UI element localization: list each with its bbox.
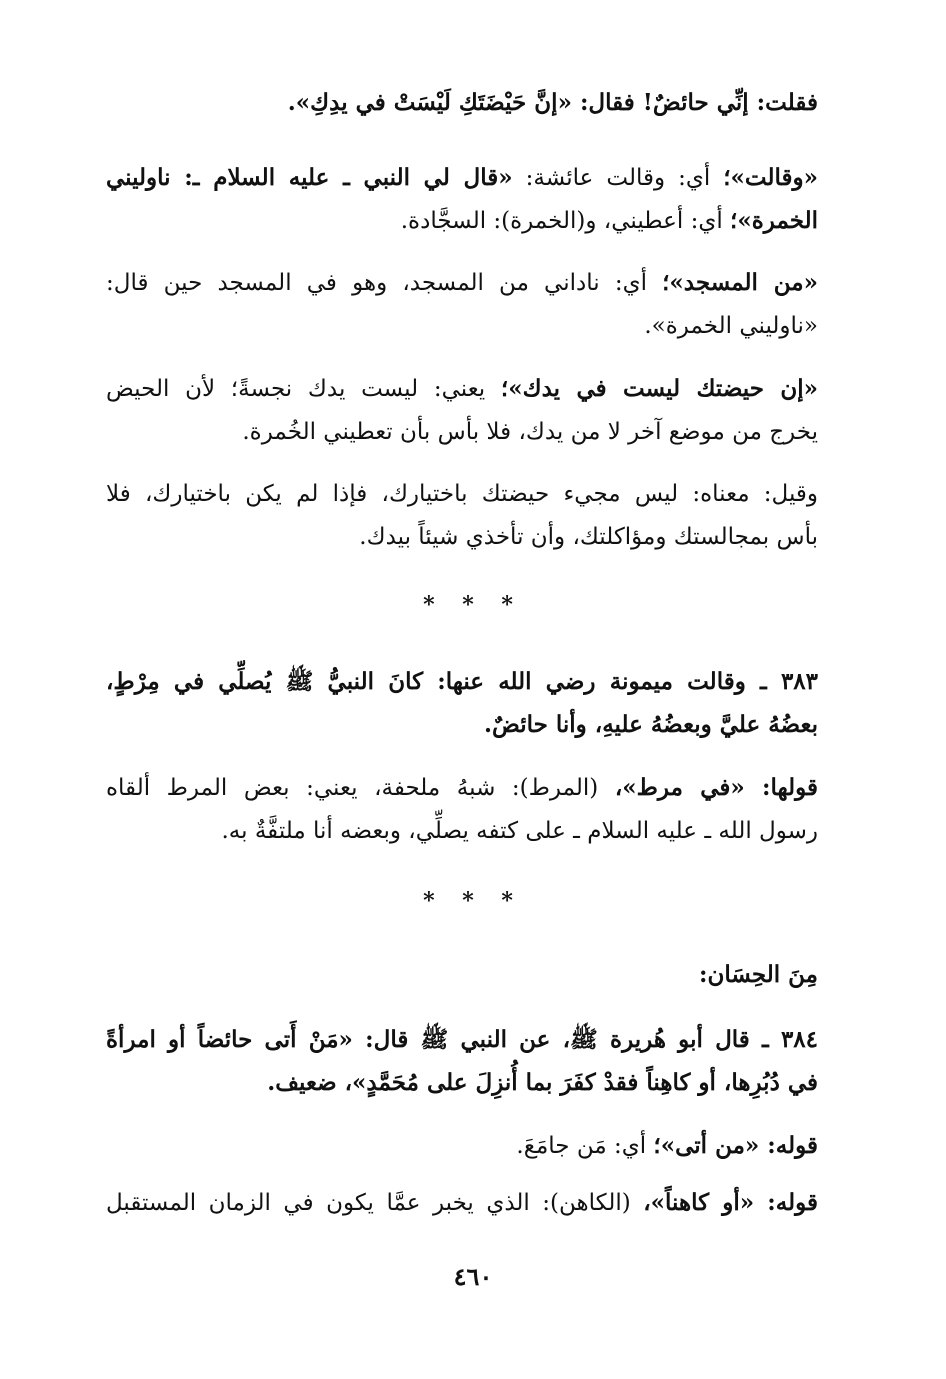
bold-text-run: في دُبُرِها، أو كاهِناً فقدْ كفَرَ بما أُنزِلَ على مُحَمَّدٍ»، ضعيف. <box>267 1069 818 1096</box>
text-line <box>106 813 818 849</box>
text-run: (الكاهن): الذي يخبر عمَّا يكون في الزمان المستقبل <box>106 1190 644 1216</box>
text-line <box>106 519 818 555</box>
text-run: أي: وقالت عائشة: <box>512 165 724 191</box>
text-line <box>106 371 818 407</box>
section-separator: * * * <box>423 888 523 914</box>
text-run: أي: مَن جامَعَ. <box>516 1133 654 1159</box>
section-separator: * * * <box>423 592 523 618</box>
text-run: وقيل: معناه: ليس مجيء حيضتك باختيارك، فإذا لم يكن باختيارك، فلا <box>106 481 818 507</box>
text-line <box>106 1185 818 1221</box>
hadith-line <box>106 1022 818 1058</box>
text-line <box>106 1128 818 1164</box>
bold-text-run: ٣٨٣ ـ وقالت ميمونة رضي الله عنها: كانَ النبيُّ ﷺ يُصلِّي في مِرْطٍ، <box>106 668 818 695</box>
text-run: «ناوليني الخمرة». <box>644 313 818 339</box>
bold-text-run: قوله: «أو كاهناً»، <box>643 1189 818 1216</box>
section-heading <box>106 957 818 993</box>
bold-text-run: ٣٨٤ ـ قال أبو هُريرة ﷺ، عن النبي ﷺ قال: «مَنْ أَتى حائضاً أو امرأةً <box>106 1026 818 1053</box>
hadith-line <box>106 1065 818 1101</box>
bold-text-run: «إن حيضتك ليست في يدك»؛ <box>500 375 818 402</box>
text-line <box>106 770 818 806</box>
bold-text-run: «من المسجد»؛ <box>662 269 819 296</box>
page-number: ٤٦٠ <box>453 1262 493 1291</box>
text-line <box>106 414 818 450</box>
text-line <box>106 476 818 512</box>
bold-text-run: بعضُهُ عليَّ وبعضُهُ عليهِ، وأنا حائضٌ. <box>484 711 818 738</box>
bold-text-run: قوله: «من أتى»؛ <box>653 1132 818 1159</box>
bold-text-run: مِنَ الحِسَان: <box>699 961 818 988</box>
hadith-line <box>106 664 818 700</box>
text-run: يخرج من موضع آخر لا من يدك، فلا بأس بأن تعطيني الخُمرة. <box>242 419 818 445</box>
hadith-line <box>106 707 818 743</box>
bold-text-run: «وقالت»؛ <box>723 164 818 191</box>
text-run: أي: ناداني من المسجد، وهو في المسجد حين قال: <box>106 270 663 296</box>
bold-text-run: «قال لي النبي ـ عليه السلام ـ: ناوليني <box>106 164 513 191</box>
text-line <box>106 265 818 301</box>
text-line <box>106 160 818 196</box>
text-line <box>106 85 818 121</box>
text-run: يعني: ليست يدك نجسةً؛ لأن الحيض <box>106 376 501 402</box>
text-run: بأس بمجالستك ومؤاكلتك، وأن تأخذي شيئاً بيدك. <box>359 524 818 550</box>
text-line <box>106 203 818 239</box>
bold-text-run: قولها: «في مرط»، <box>614 774 818 801</box>
text-run: (المرط): شبهُ ملحفة، يعني: بعض المرط ألقاه <box>106 775 615 801</box>
bold-text-run: الخمرة»؛ <box>730 207 818 234</box>
bold-text-run: فقلت: إنِّي حائضٌ! فقال: «إنَّ حَيْضَتَكِ لَيْسَتْ في يدِكِ». <box>287 89 818 116</box>
text-line <box>106 308 818 344</box>
text-run: رسول الله ـ عليه السلام ـ على كتفه يصلِّي، وبعضه أنا ملتفَّةٌ به. <box>221 818 818 844</box>
text-run: أي: أعطيني، و(الخمرة): السجَّادة. <box>400 208 731 234</box>
